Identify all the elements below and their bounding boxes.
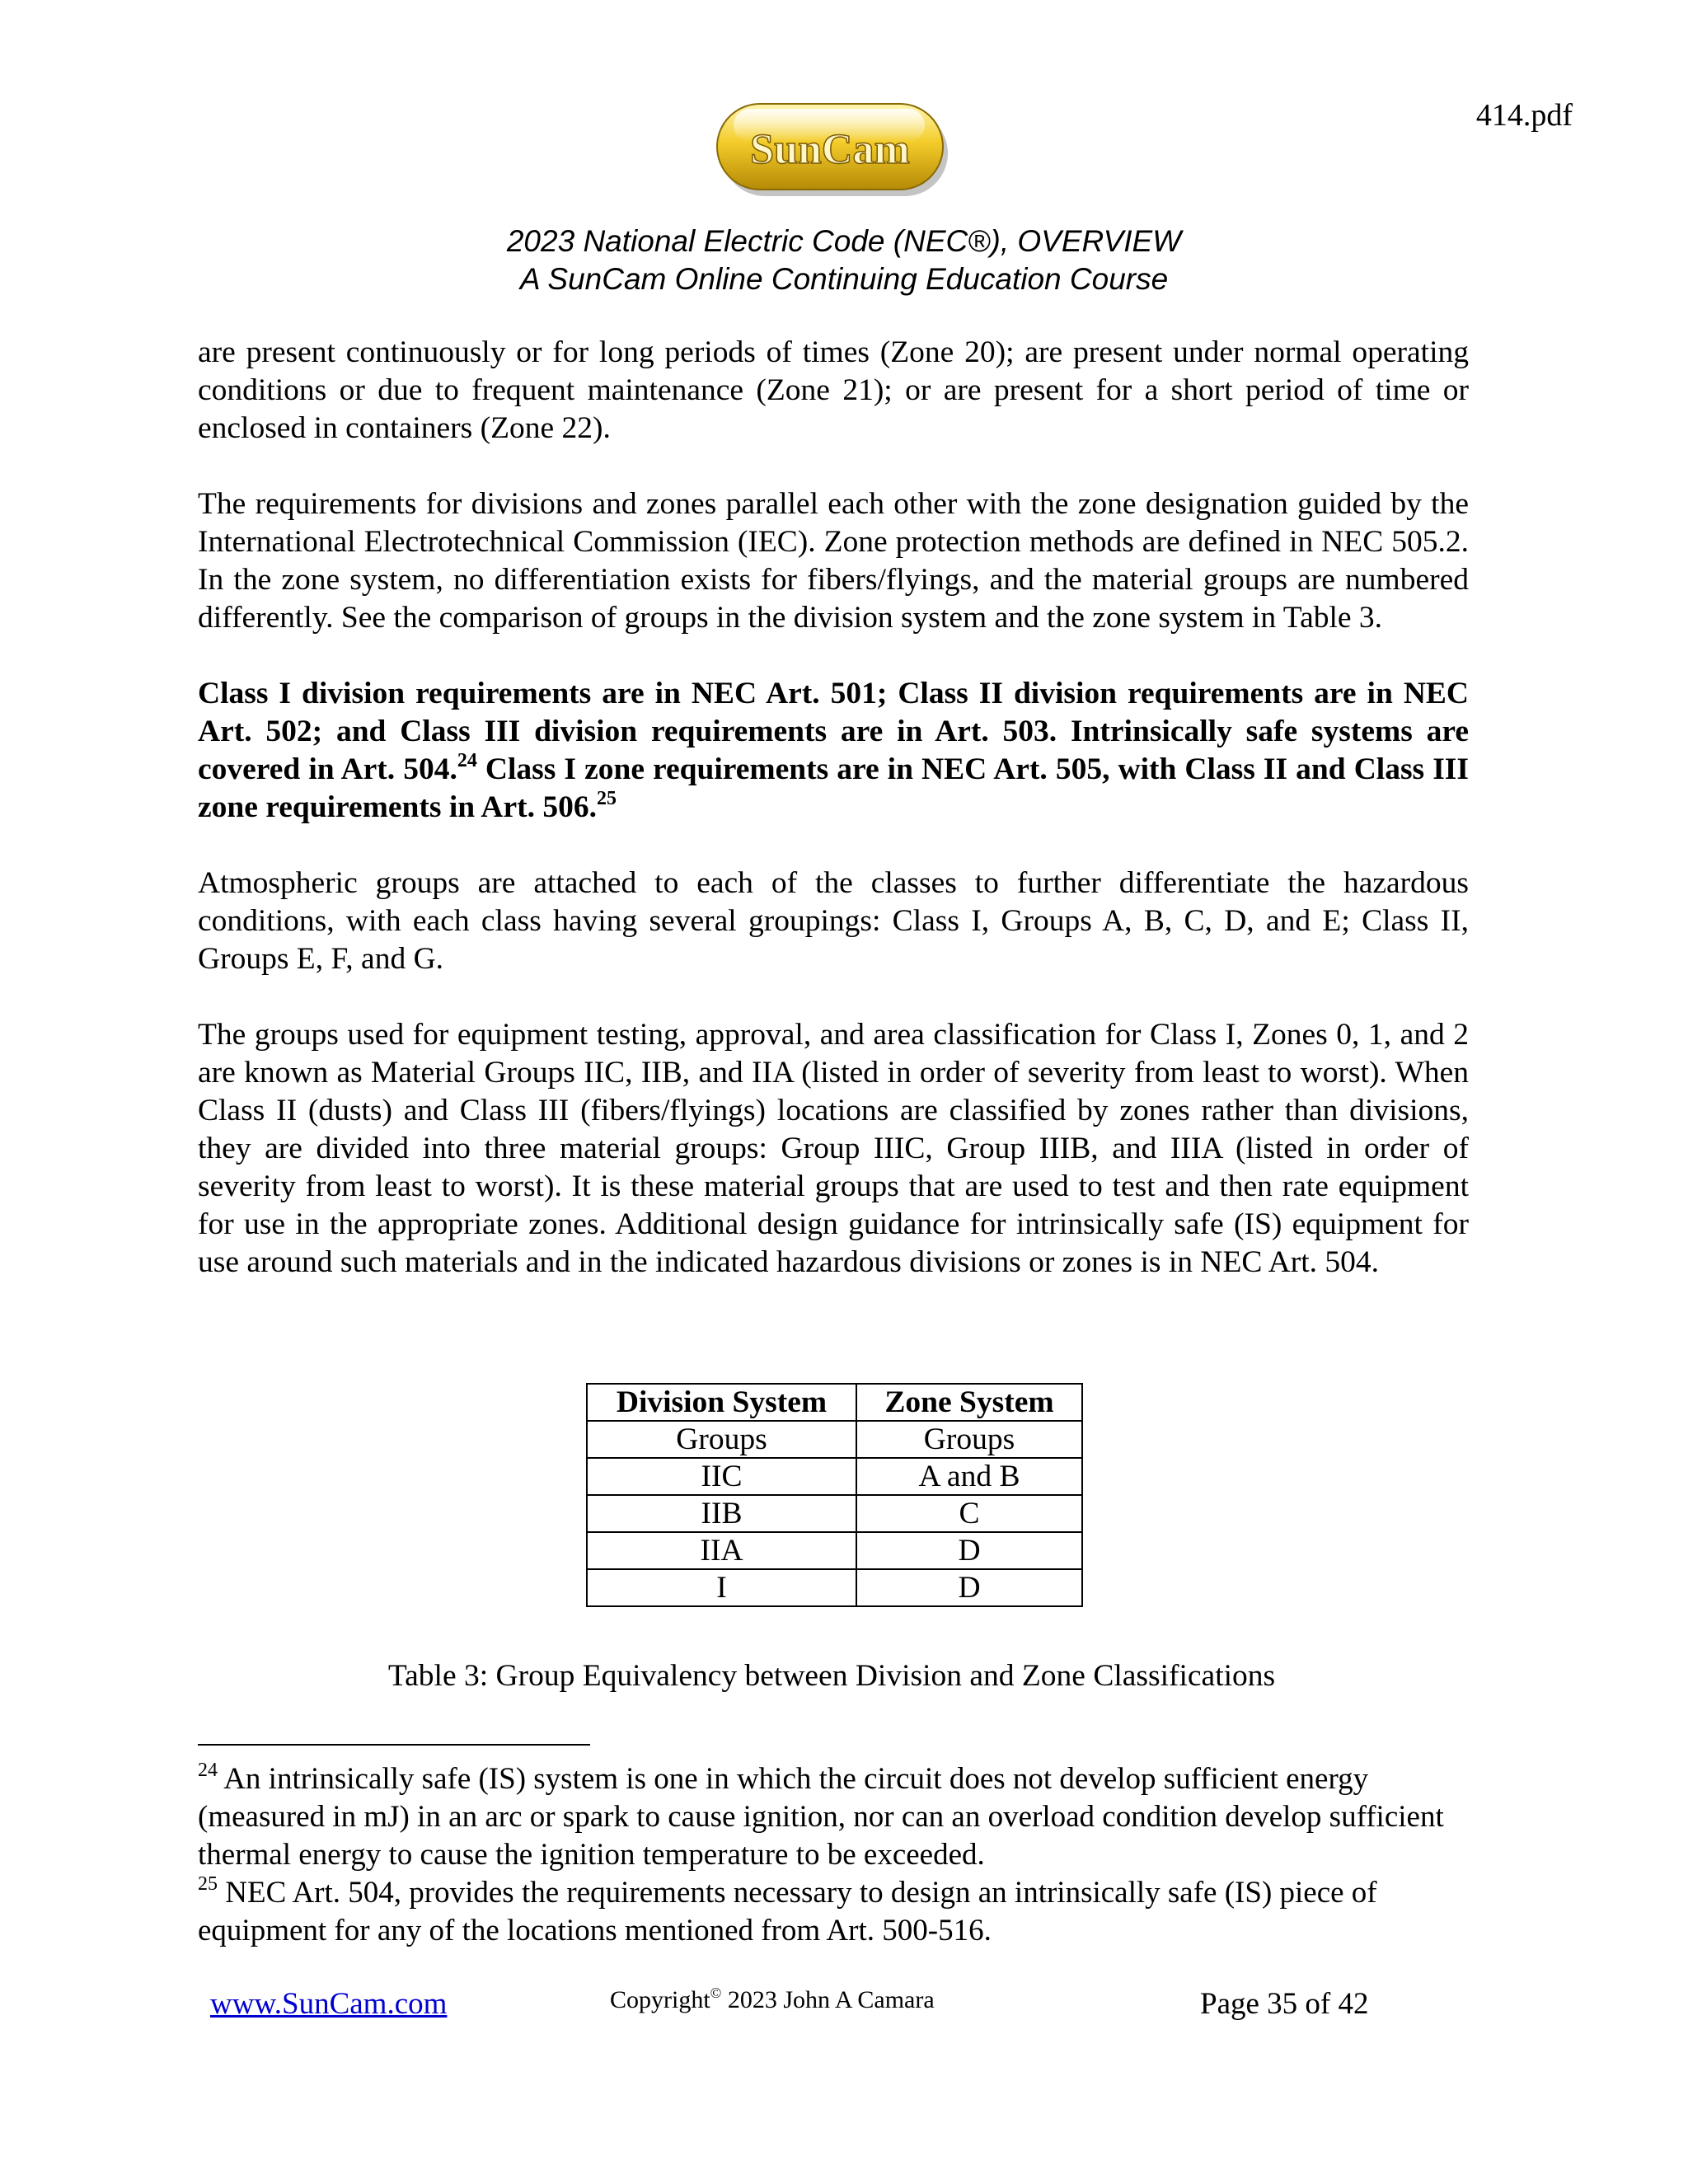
paragraph-text: Class I division requirements are in NEC Art. 501; Class II division requirements are in NEC Art. 502; and Class III division requirements are in Art. 503. Intrinsically safe systems are covered in Art. 504.	[198, 677, 1469, 786]
table-cell: D	[856, 1532, 1082, 1569]
table-header-cell: Zone System	[856, 1384, 1082, 1421]
table-cell: IIA	[587, 1532, 856, 1569]
table-row	[587, 1421, 1082, 1458]
logo-text: SunCam	[750, 126, 910, 173]
course-title-line2: A SunCam Online Continuing Education Course	[519, 262, 1169, 296]
table-cell: Groups	[856, 1421, 1082, 1458]
table-row	[587, 1532, 1082, 1569]
copyright-notice	[610, 1986, 935, 2014]
footnote-text: An intrinsically safe (IS) system is one in which the circuit does not develop sufficient energy (measured in mJ) in an arc or spark to cause ignition, nor can an overload condition develop sufficient thermal energy to cause the ignition temperature to be exceeded.	[198, 1762, 1444, 1872]
group-equivalency-table	[586, 1383, 1083, 1607]
course-title	[0, 223, 1688, 298]
copyright-symbol: ©	[710, 1985, 722, 2001]
table-cell: C	[856, 1495, 1082, 1532]
suncam-logo	[715, 102, 951, 199]
table-row	[587, 1458, 1082, 1495]
table-cell: IIC	[587, 1458, 856, 1495]
paragraph: The groups used for equipment testing, approval, and area classification for Class I, Zones 0, 1, and 2 are known as Material Groups IIC, IIB, and IIA (listed in order of severity from least to worst). When Class II (dusts) and Class III (fibers/flyings) locations are classified by zones rather than divisions, they are divided into three material groups: Group IIIC, Group IIIB, and IIIA (listed in order of severity from least to worst). It is these material groups that are used to test and then rate equipment for use in the appropriate zones. Additional design guidance for intrinsically safe (IS) equipment for use around such materials and in the indicated hazardous divisions or zones is in NEC Art. 504.	[198, 1018, 1469, 1279]
page-number: Page 35 of 42	[1200, 1987, 1369, 2021]
footnote-24	[198, 1760, 1469, 1874]
document-id: 414.pdf	[1475, 98, 1573, 133]
course-title-line1: 2023 National Electric Code (NEC®), OVERVIEW	[506, 224, 1182, 258]
paragraph-text: Class I zone requirements are in NEC Art. 505, with Class II and Class III zone requirements in Art. 506.	[198, 752, 1469, 824]
table-row	[587, 1569, 1082, 1606]
footnotes	[198, 1760, 1469, 1950]
footnote-number: 24	[198, 1760, 218, 1781]
bold-paragraph	[198, 675, 1469, 827]
footnote-divider	[198, 1744, 590, 1746]
footnote-number: 25	[198, 1873, 218, 1895]
table-caption: Table 3: Group Equivalency between Division and Zone Classifications	[387, 1659, 1276, 1693]
paragraph: The requirements for divisions and zones parallel each other with the zone designation guided by the International Electrotechnical Commission (IEC). Zone protection methods are defined in NEC 505.2. In the zone system, no differentiation exists for fibers/flyings, and the material groups are numbered differently. See the comparison of groups in the division system and the zone system in Table 3.	[198, 487, 1469, 635]
table-row	[587, 1495, 1082, 1532]
main-content	[198, 334, 1469, 1319]
table-cell: A and B	[856, 1458, 1082, 1495]
footnote-ref-24: 24	[457, 750, 477, 771]
paragraph: are present continuously or for long periods of times (Zone 20); are present under normal operating conditions or due to frequent maintenance (Zone 21); or are present for a short period of time or enclosed in containers (Zone 22).	[198, 335, 1469, 445]
footnote-text: NEC Art. 504, provides the requirements necessary to design an intrinsically safe (IS) piece of equipment for any of the locations mentioned from Art. 500-516.	[198, 1876, 1377, 1947]
table-cell: IIB	[587, 1495, 856, 1532]
table-cell: Groups	[587, 1421, 856, 1458]
footnote-25	[198, 1874, 1469, 1950]
table-header-row	[587, 1384, 1082, 1421]
paragraph: Atmospheric groups are attached to each of the classes to further differentiate the hazardous conditions, with each class having several groupings: Class I, Groups A, B, C, D, and E; Class II, Groups E, F, and G.	[198, 866, 1469, 976]
suncam-website-link[interactable]: www.SunCam.com	[210, 1987, 448, 2021]
copyright-holder: 2023 John A Camara	[721, 1986, 935, 2013]
table-cell: D	[856, 1569, 1082, 1606]
copyright-prefix: Copyright	[610, 1986, 710, 2013]
footnote-ref-25: 25	[596, 788, 617, 809]
table-cell: I	[587, 1569, 856, 1606]
table-header-cell: Division System	[587, 1384, 856, 1421]
